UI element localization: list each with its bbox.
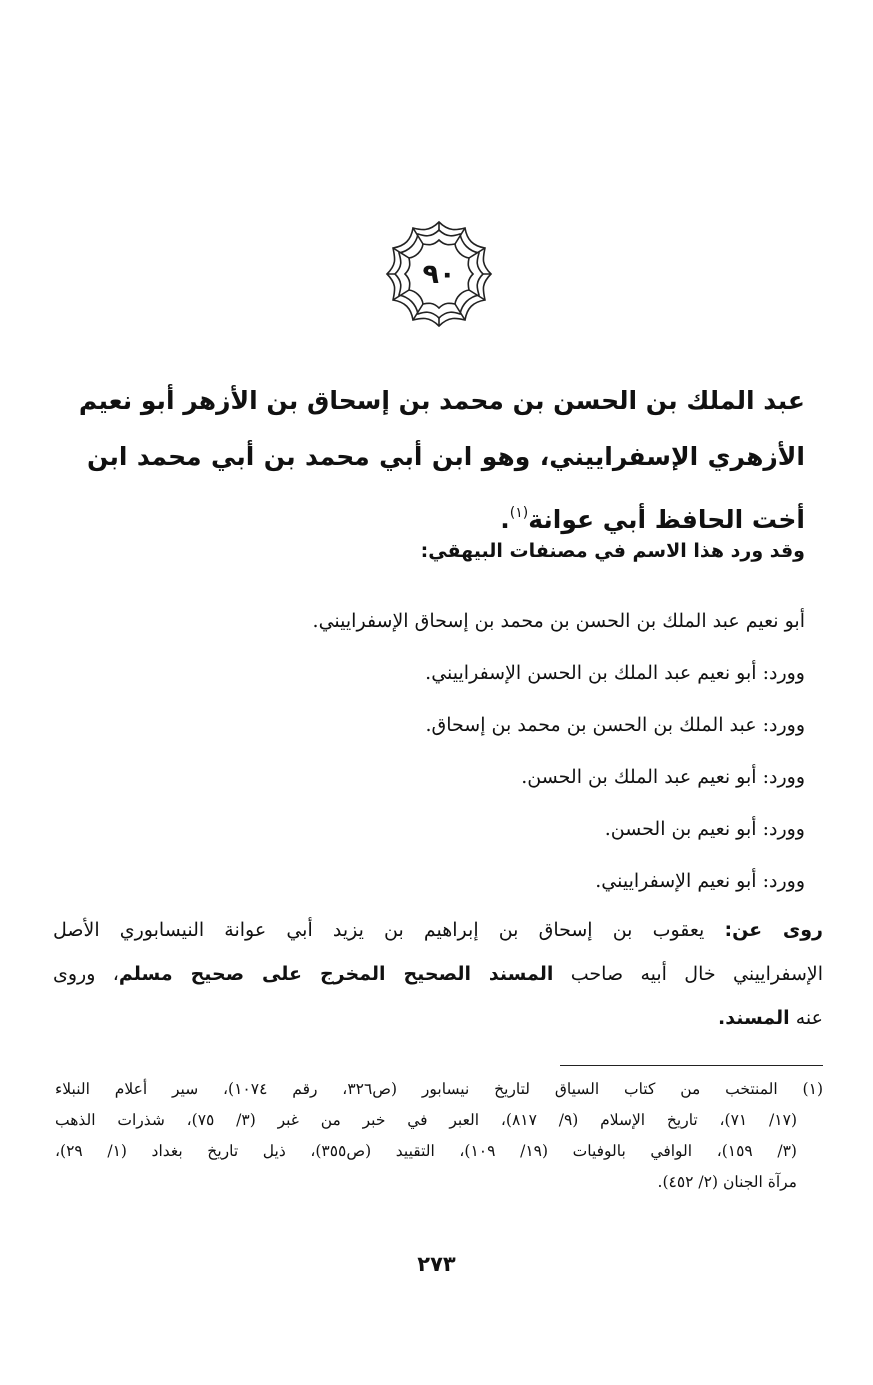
footnote-line-2: (١٧/ ٧١)، تاريخ الإسلام (٩/ ٨١٧)، العبر في خبر من غبر (٣/ ٧٥)، شذرات الذهب bbox=[55, 1111, 797, 1129]
footnote-reference[interactable]: (١) bbox=[509, 505, 529, 521]
page-number: ٢٧٣ bbox=[417, 1252, 456, 1276]
heading-line-1: عبد الملك بن الحسن بن محمد بن إسحاق بن الأزهر أبو نعيم bbox=[78, 386, 805, 415]
narration-label: روى عن: bbox=[724, 919, 823, 941]
entry-number: ٩٠ bbox=[422, 258, 456, 290]
entry-heading bbox=[78, 373, 805, 548]
footnote-line-4: مرآة الجنان (٢/ ٤٥٢). bbox=[657, 1173, 797, 1191]
narration-paragraph bbox=[53, 908, 823, 1040]
narration-line-2-start: الإسفراييني خال أبيه صاحب bbox=[570, 963, 823, 985]
name-form: وورد: أبو نعيم عبد الملك بن الحسن الإسفراييني. bbox=[425, 662, 805, 684]
footnote-line-3: (٣/ ١٥٩)، الوافي بالوفيات (١٩/ ١٠٩)، التقييد (ص٣٥٥)، ذيل تاريخ بغداد (١/ ٢٩)، bbox=[55, 1142, 797, 1160]
heading-line-3 bbox=[87, 485, 805, 548]
name-forms-list bbox=[87, 595, 805, 907]
name-form: وورد: عبد الملك بن الحسن بن محمد بن إسحاق. bbox=[425, 714, 805, 736]
intro-sentence: وقد ورد هذا الاسم في مصنفات البيهقي: bbox=[420, 540, 805, 562]
heading-line-2: الأزهري الإسفراييني، وهو ابن أبي محمد بن أبي محمد ابن bbox=[87, 442, 805, 471]
heading-line-3-text: أخت الحافظ أبي عوانة bbox=[528, 505, 805, 534]
name-form: أبو نعيم عبد الملك بن الحسن بن محمد بن إسحاق الإسفراييني. bbox=[312, 610, 805, 632]
narration-line-1 bbox=[53, 908, 823, 952]
narration-line-2-end: ، وروى bbox=[53, 963, 119, 985]
footnote-block bbox=[55, 1074, 823, 1198]
footnote-divider bbox=[560, 1065, 823, 1066]
narration-line-3 bbox=[53, 996, 823, 1040]
name-form: وورد: أبو نعيم بن الحسن. bbox=[604, 818, 805, 840]
narration-line-2 bbox=[53, 952, 823, 996]
footnote-line-1: (١) المنتخب من كتاب السياق لتاريخ نيسابور (ص٣٢٦، رقم ١٠٧٤)، سير أعلام النبلاء bbox=[55, 1080, 823, 1098]
book-title: المسند الصحيح المخرج على صحيح مسلم bbox=[118, 963, 554, 985]
narration-line-3-start: عنه bbox=[795, 1007, 823, 1029]
narration-line-1-text: يعقوب بن إسحاق بن إبراهيم بن يزيد أبي عوانة النيسابوري الأصل bbox=[53, 919, 705, 941]
name-form: وورد: أبو نعيم عبد الملك بن الحسن. bbox=[521, 766, 805, 788]
entry-ornament bbox=[383, 218, 495, 330]
book-title-short: المسند. bbox=[718, 1007, 790, 1029]
heading-line-3-end: . bbox=[500, 505, 510, 534]
name-form: وورد: أبو نعيم الإسفراييني. bbox=[595, 870, 805, 892]
